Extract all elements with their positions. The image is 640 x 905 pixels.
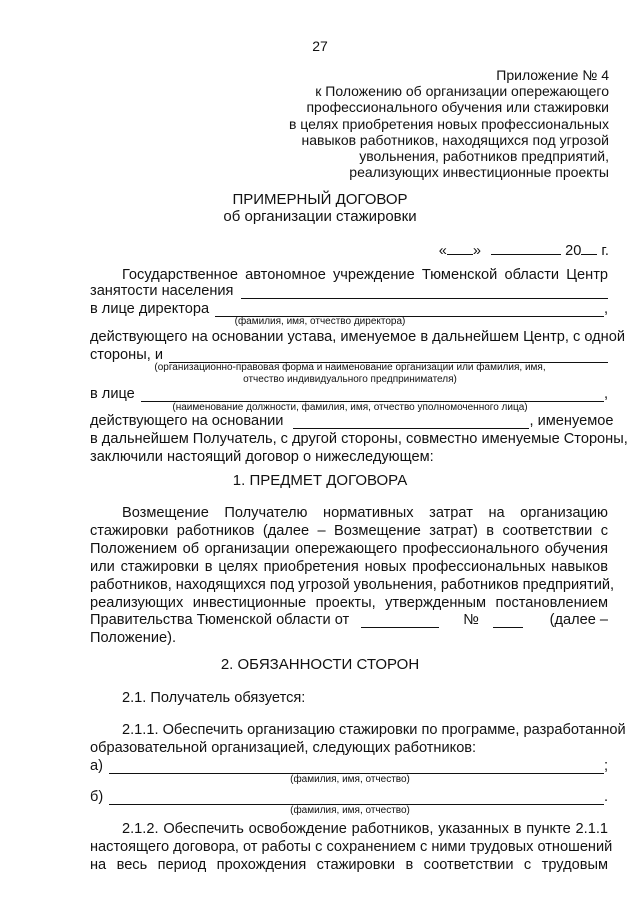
date-day-field[interactable]	[447, 240, 473, 255]
worker-a-caption: (фамилия, имя, отчество)	[290, 774, 410, 785]
appendix-line: профессионального обучения или стажировки	[306, 99, 609, 116]
organization-label: стороны, и	[90, 347, 163, 363]
parties-line-8: в дальнейшем Получатель, с другой стороны, совместно именуемые Стороны,	[90, 431, 628, 447]
worker-b-field[interactable]	[109, 791, 604, 805]
appendix-line: увольнения, работников предприятий,	[359, 148, 609, 165]
appendix-note	[289, 67, 609, 180]
director-row-end: ,	[603, 301, 608, 317]
worker-a-row	[90, 758, 608, 774]
section-1-line: стажировки работников (далее – Возмещение затрат) в соответствии с	[90, 523, 608, 539]
section-1-line: Возмещение Получателю нормативных затрат на организацию	[122, 505, 608, 521]
organization-row	[90, 347, 608, 363]
organization-field[interactable]	[169, 349, 608, 363]
clause-2-1-2-line: на весь период прохождения стажировки в соответствии с трудовым	[90, 857, 608, 873]
date-month-field[interactable]	[491, 240, 561, 255]
center-name-row	[90, 283, 608, 299]
representative-caption: (наименование должности, фамилия, имя, отчество уполномоченного лица)	[172, 402, 528, 413]
worker-b-label: б)	[90, 789, 104, 805]
worker-b-caption: (фамилия, имя, отчество)	[290, 805, 410, 816]
worker-b-row	[90, 789, 608, 805]
appendix-line: в целях приобретения новых профессиональных	[288, 115, 609, 132]
section-1-line: Положением об организации опережающего профессионального обучения	[90, 541, 608, 557]
resolution-number-sign: №	[463, 612, 479, 628]
section-2-heading: 2. ОБЯЗАННОСТИ СТОРОН	[220, 656, 420, 673]
resolution-row-end: (далее –	[549, 612, 608, 628]
center-name-field[interactable]	[241, 285, 608, 299]
representative-label: в лице	[90, 386, 135, 402]
director-label: в лице директора	[90, 301, 210, 317]
resolution-number-field[interactable]	[493, 614, 523, 628]
contract-date	[439, 240, 609, 259]
date-year-prefix: 20	[565, 243, 582, 259]
date-close-quote: »	[472, 243, 481, 259]
date-open-quote: «	[438, 243, 447, 259]
clause-2-1-1-line-2: образовательной организацией, следующих работников:	[90, 740, 477, 756]
clause-2-1-1-line-1: 2.1.1. Обеспечить организацию стажировки по программе, разработанной	[122, 722, 626, 738]
worker-a-end: ;	[603, 758, 608, 774]
resolution-date-field[interactable]	[361, 614, 439, 628]
section-1-heading: 1. ПРЕДМЕТ ДОГОВОРА	[232, 472, 408, 489]
appendix-line: навыков работников, находящихся под угрозой	[301, 131, 609, 148]
organization-caption-2: отчество индивидуального предпринимателя)	[243, 374, 457, 385]
director-name-field[interactable]	[215, 303, 604, 317]
title-line-2: об организации стажировки	[223, 208, 417, 225]
parties-line-9: заключили настоящий договор о нижеследующем:	[90, 449, 434, 465]
appendix-line: к Положению об организации опережающего	[315, 83, 609, 100]
appendix-line: Приложение № 4	[496, 67, 609, 83]
worker-a-field[interactable]	[109, 760, 604, 774]
parties-line-4: действующего на основании устава, именуемое в дальнейшем Центр, с одной	[90, 329, 625, 345]
center-name-label: занятости населения	[90, 283, 234, 299]
representative-row-end: ,	[603, 386, 608, 402]
resolution-label: Правительства Тюменской области от	[90, 612, 350, 628]
basis-row	[90, 413, 614, 429]
date-year-field[interactable]	[581, 240, 597, 255]
section-1-line: или стажировки в целях приобретения новых профессиональных навыков	[90, 559, 608, 575]
basis-row-end: , именуемое	[529, 413, 614, 429]
date-year-suffix: г.	[601, 243, 609, 259]
representative-field[interactable]	[141, 388, 604, 402]
clause-2-1: 2.1. Получатель обязуется:	[122, 690, 306, 706]
title-line-1: ПРИМЕРНЫЙ ДОГОВОР	[232, 191, 408, 208]
director-row	[90, 301, 608, 317]
director-caption: (фамилия, имя, отчество директора)	[234, 316, 406, 327]
resolution-row	[90, 612, 608, 628]
basis-field[interactable]	[293, 415, 529, 429]
section-1-line: работников, находящихся под угрозой увольнения, работников предприятий,	[90, 577, 615, 593]
worker-b-end: .	[603, 789, 608, 805]
page-number: 27	[312, 38, 328, 54]
clause-2-1-2-line: настоящего договора, от работы с сохранением с ними трудовых отношений	[90, 839, 613, 855]
basis-label: действующего на основании	[90, 413, 284, 429]
organization-caption-1: (организационно-правовая форма и наименование организации или фамилия, имя,	[154, 362, 546, 373]
parties-line-1: Государственное автономное учреждение Тюменской области Центр	[122, 267, 608, 283]
section-1-line-8: Положение).	[90, 630, 177, 646]
appendix-line: реализующих инвестиционные проекты	[349, 164, 609, 181]
clause-2-1-2-line: 2.1.2. Обеспечить освобождение работников, указанных в пункте 2.1.1	[122, 821, 608, 837]
document-title	[0, 191, 640, 225]
worker-a-label: а)	[90, 758, 103, 774]
representative-row	[90, 386, 608, 402]
section-1-line: реализующих инвестиционные проекты, утвержденным постановлением	[90, 595, 608, 611]
